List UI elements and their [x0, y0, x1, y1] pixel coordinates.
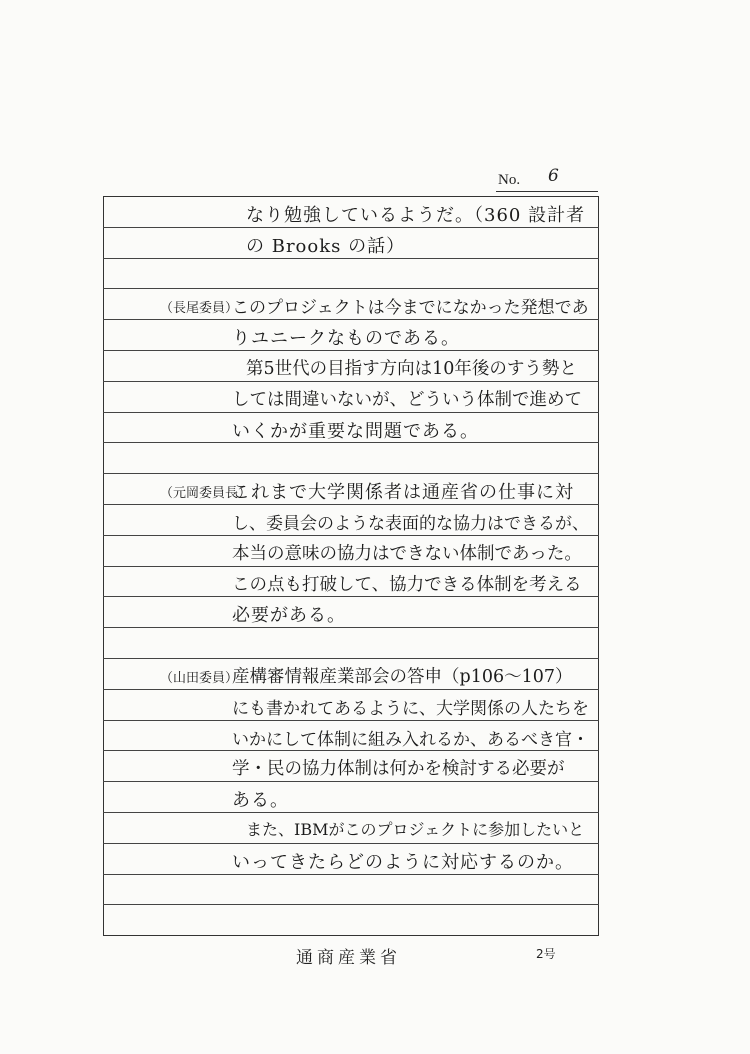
ruled-line	[103, 627, 599, 628]
handwritten-line: なり勉強しているようだ。（360 設計者	[246, 205, 586, 226]
handwritten-line: このプロジェクトは今までになかった発想であ	[232, 298, 589, 318]
handwritten-line: にも書かれてあるように、大学関係の人たちを	[232, 699, 589, 719]
ruled-line	[103, 566, 599, 567]
ruled-line	[103, 319, 599, 320]
ruled-line	[103, 535, 599, 536]
ministry-name: 通商産業省	[296, 948, 401, 968]
speaker-label: （長尾委員）	[160, 301, 239, 316]
ruled-line	[103, 288, 599, 289]
handwritten-line: 本当の意味の協力はできない体制であった。	[232, 544, 582, 564]
handwritten-line: ある。	[232, 790, 289, 811]
ruled-line	[103, 874, 599, 875]
ruled-line	[103, 350, 599, 351]
ruled-line	[103, 504, 599, 505]
speaker-label: （元岡委員長）	[160, 486, 252, 501]
handwritten-line: これまで大学関係者は通産省の仕事に対	[232, 482, 574, 503]
ruled-line	[103, 904, 599, 905]
ruled-line	[103, 658, 599, 659]
ruled-line	[103, 781, 599, 782]
handwritten-line: し、委員会のような表面的な協力はできるが、	[232, 514, 589, 534]
handwritten-line: 必要がある。	[232, 605, 346, 626]
handwritten-line: しては間違いないが、どういう体制で進めて	[232, 390, 582, 410]
ruled-line	[103, 750, 599, 751]
handwritten-line: りユニークなものである。	[232, 328, 460, 349]
ruled-line	[103, 442, 599, 443]
handwritten-line: いかにして体制に組み入れるか、あるべき官・	[232, 730, 589, 750]
ruled-line	[103, 596, 599, 597]
page-number-value: 6	[548, 166, 559, 186]
ruled-line	[103, 843, 599, 844]
handwritten-line: いくかが重要な問題である。	[232, 421, 479, 442]
ruled-line	[103, 473, 599, 474]
handwritten-line: の Brooks の話）	[246, 236, 406, 257]
ruled-line	[103, 812, 599, 813]
handwritten-line: いってきたらどのように対応するのか。	[232, 852, 574, 873]
ruled-line	[103, 227, 599, 228]
handwritten-line: 学・民の協力体制は何かを検討する必要が	[232, 759, 565, 779]
handwritten-line: また、IBMがこのプロジェクトに参加したいと	[246, 820, 585, 839]
ruled-line	[103, 720, 599, 721]
ruled-line	[103, 258, 599, 259]
page-number-underline	[496, 191, 598, 192]
ruled-line	[103, 381, 599, 382]
form-number: 2号	[536, 947, 556, 961]
handwritten-line: 第5世代の目指す方向は10年後のすう勢と	[246, 359, 577, 379]
handwritten-line: 産構審情報産業部会の答申（p106〜107）	[232, 667, 573, 687]
ruled-line	[103, 689, 599, 690]
handwritten-line: この点も打破して、協力できる体制を考える	[232, 575, 582, 595]
speaker-label: （山田委員）	[160, 671, 239, 686]
ruled-line	[103, 412, 599, 413]
page-number-label: No.	[498, 172, 521, 188]
